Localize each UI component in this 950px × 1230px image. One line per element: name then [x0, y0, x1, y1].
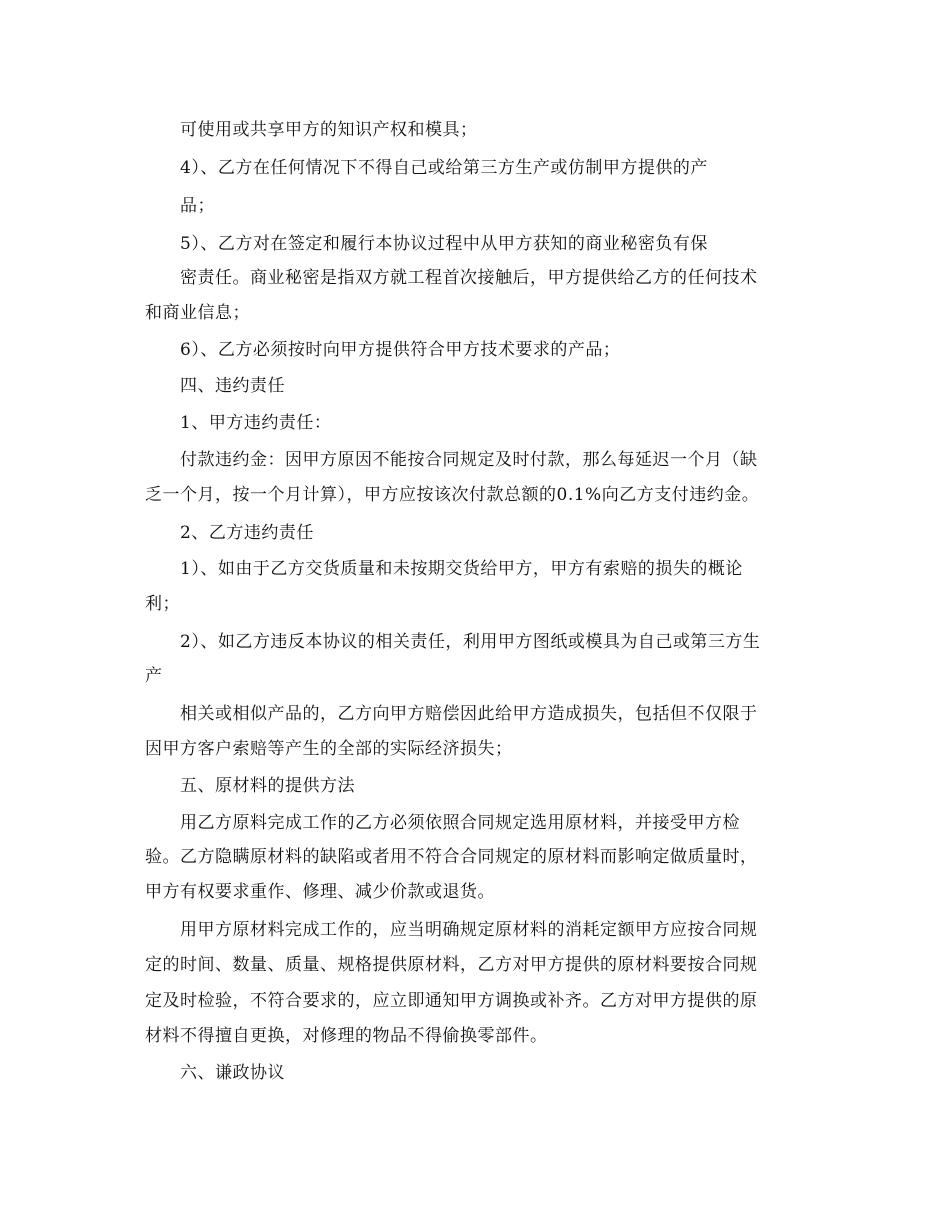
text-line-23: 用甲方原材料完成工作的，应当明确规定原材料的消耗定额甲方应按合同规 [180, 920, 758, 940]
section-heading-6: 六、谦政协议 [180, 1063, 285, 1083]
text-line-24: 定的时间、数量、质量、规格提供原材料，乙方对甲方提供的原材料要按合同规 [145, 955, 758, 975]
text-line-2: 4）、乙方在任何情况下不得自己或给第三方生产或仿制甲方提供的产 [180, 158, 708, 178]
text-line-5: 密责任。商业秘密是指双方就工程首次接触后，甲方提供给乙方的任何技术 [180, 268, 758, 288]
text-line-26: 材料不得擅自更换，对修理的物品不得偷换零部件。 [145, 1026, 548, 1046]
text-line-14: 利； [145, 594, 180, 614]
text-line-1: 可使用或共享甲方的知识产权和模具； [180, 120, 478, 140]
text-line-11: 乏一个月，按一个月计算），甲方应按该次付款总额的0.1%向乙方支付违约金。 [145, 485, 760, 505]
text-line-18: 因甲方客户索赔等产生的全部的实际经济损失； [145, 739, 513, 759]
text-line-25: 定及时检验，不符合要求的，应立即通知甲方调换或补齐。乙方对甲方提供的原 [145, 991, 758, 1011]
text-line-20: 用乙方原料完成工作的乙方必须依照合同规定选用原材料，并接受甲方检 [180, 813, 740, 833]
text-line-17: 相关或相似产品的，乙方向甲方赔偿因此给甲方造成损失，包括但不仅限于 [180, 704, 758, 724]
text-line-10: 付款违约金：因甲方原因不能按合同规定及时付款，那么每延迟一个月（缺 [180, 450, 758, 470]
text-line-6: 和商业信息； [145, 303, 250, 323]
text-line-16: 产 [145, 666, 163, 686]
section-heading-5: 五、原材料的提供方法 [180, 776, 355, 796]
section-heading-4: 四、违约责任 [180, 376, 285, 396]
text-line-3: 品； [180, 196, 215, 216]
text-line-22: 甲方有权要求重作、修理、减少价款或退货。 [145, 882, 495, 902]
text-line-15: 2）、如乙方违反本协议的相关责任，利用甲方图纸或模具为自己或第三方生 [180, 632, 761, 652]
text-line-9: 1、甲方违约责任： [180, 413, 332, 433]
text-line-21: 验。乙方隐瞒原材料的缺陷或者用不符合合同规定的原材料而影响定做质量时， [145, 847, 758, 867]
text-line-4: 5）、乙方对在签定和履行本协议过程中从甲方获知的商业秘密负有保 [180, 234, 708, 254]
text-line-12: 2、乙方违约责任 [180, 523, 314, 543]
text-line-7: 6）、乙方必须按时向甲方提供符合甲方技术要求的产品； [180, 340, 621, 360]
text-line-13: 1）、如由于乙方交货质量和未按期交货给甲方，甲方有索赔的损失的概论 [180, 559, 743, 579]
